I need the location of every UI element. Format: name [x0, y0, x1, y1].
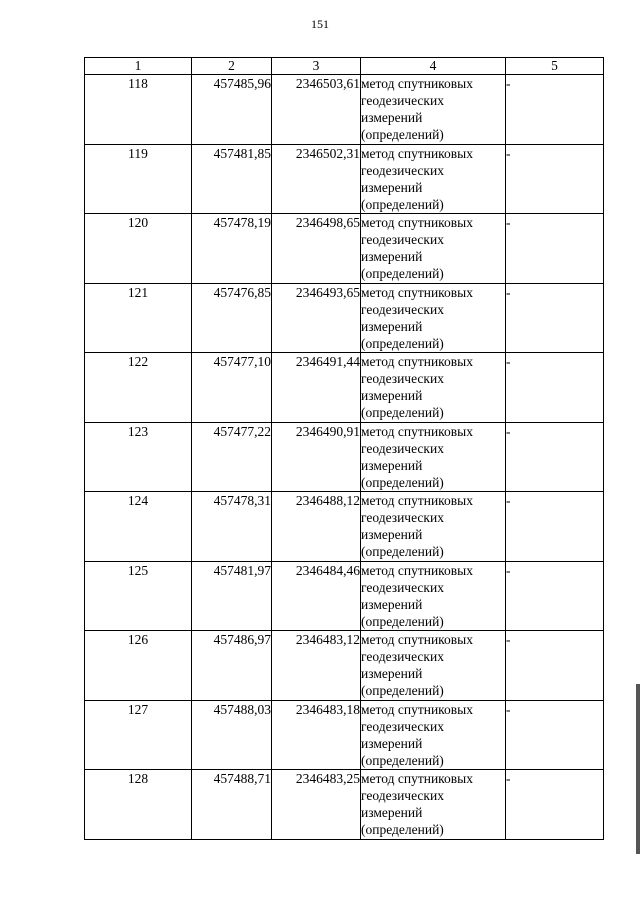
method-description: метод спутниковых геодезических измерений (определений)	[361, 353, 506, 423]
note: -	[506, 492, 604, 562]
table-row	[85, 353, 604, 423]
point-number: 125	[85, 561, 192, 631]
note: -	[506, 561, 604, 631]
coordinate-y: 2346498,65	[272, 214, 361, 284]
table-row	[85, 492, 604, 562]
coordinate-x: 457485,96	[192, 75, 272, 145]
header-cell-3: 3	[272, 58, 361, 75]
point-number: 127	[85, 700, 192, 770]
coordinate-x: 457481,97	[192, 561, 272, 631]
coordinate-y: 2346490,91	[272, 422, 361, 492]
point-number: 124	[85, 492, 192, 562]
coordinate-y: 2346484,46	[272, 561, 361, 631]
method-description: метод спутниковых геодезических измерений (определений)	[361, 770, 506, 840]
coordinate-x: 457486,97	[192, 631, 272, 701]
note: -	[506, 144, 604, 214]
note: -	[506, 700, 604, 770]
point-number: 123	[85, 422, 192, 492]
header-cell-2: 2	[192, 58, 272, 75]
method-description: метод спутниковых геодезических измерений (определений)	[361, 561, 506, 631]
table-row	[85, 75, 604, 145]
coordinate-y: 2346493,65	[272, 283, 361, 353]
table-row	[85, 770, 604, 840]
coordinate-y: 2346483,25	[272, 770, 361, 840]
note: -	[506, 75, 604, 145]
coordinates-table	[84, 57, 604, 840]
note: -	[506, 770, 604, 840]
coordinate-x: 457477,22	[192, 422, 272, 492]
method-description: метод спутниковых геодезических измерений (определений)	[361, 422, 506, 492]
method-description: метод спутниковых геодезических измерений (определений)	[361, 214, 506, 284]
table-row	[85, 283, 604, 353]
method-description: метод спутниковых геодезических измерений (определений)	[361, 283, 506, 353]
point-number: 118	[85, 75, 192, 145]
coordinate-y: 2346491,44	[272, 353, 361, 423]
page-number: 151	[311, 17, 329, 31]
method-description: метод спутниковых геодезических измерений (определений)	[361, 75, 506, 145]
coordinate-y: 2346502,31	[272, 144, 361, 214]
note: -	[506, 631, 604, 701]
note: -	[506, 214, 604, 284]
coordinate-x: 457488,03	[192, 700, 272, 770]
table-row	[85, 561, 604, 631]
note: -	[506, 353, 604, 423]
coordinate-x: 457481,85	[192, 144, 272, 214]
table-row	[85, 631, 604, 701]
table-row	[85, 214, 604, 284]
coordinate-x: 457478,19	[192, 214, 272, 284]
table-row	[85, 144, 604, 214]
note: -	[506, 283, 604, 353]
point-number: 121	[85, 283, 192, 353]
coordinate-x: 457478,31	[192, 492, 272, 562]
table-row	[85, 422, 604, 492]
note: -	[506, 422, 604, 492]
point-number: 126	[85, 631, 192, 701]
point-number: 120	[85, 214, 192, 284]
coordinate-y: 2346483,12	[272, 631, 361, 701]
coordinate-x: 457488,71	[192, 770, 272, 840]
point-number: 122	[85, 353, 192, 423]
header-row	[85, 58, 604, 75]
coordinate-y: 2346488,12	[272, 492, 361, 562]
coordinate-x: 457476,85	[192, 283, 272, 353]
method-description: метод спутниковых геодезических измерений (определений)	[361, 700, 506, 770]
header-cell-1: 1	[85, 58, 192, 75]
header-cell-4: 4	[361, 58, 506, 75]
header-cell-5: 5	[506, 58, 604, 75]
coordinate-x: 457477,10	[192, 353, 272, 423]
point-number: 119	[85, 144, 192, 214]
method-description: метод спутниковых геодезических измерений (определений)	[361, 631, 506, 701]
scan-edge-mark	[636, 684, 640, 854]
method-description: метод спутниковых геодезических измерений (определений)	[361, 144, 506, 214]
table-row	[85, 700, 604, 770]
coordinate-y: 2346483,18	[272, 700, 361, 770]
point-number: 128	[85, 770, 192, 840]
method-description: метод спутниковых геодезических измерений (определений)	[361, 492, 506, 562]
coordinate-y: 2346503,61	[272, 75, 361, 145]
